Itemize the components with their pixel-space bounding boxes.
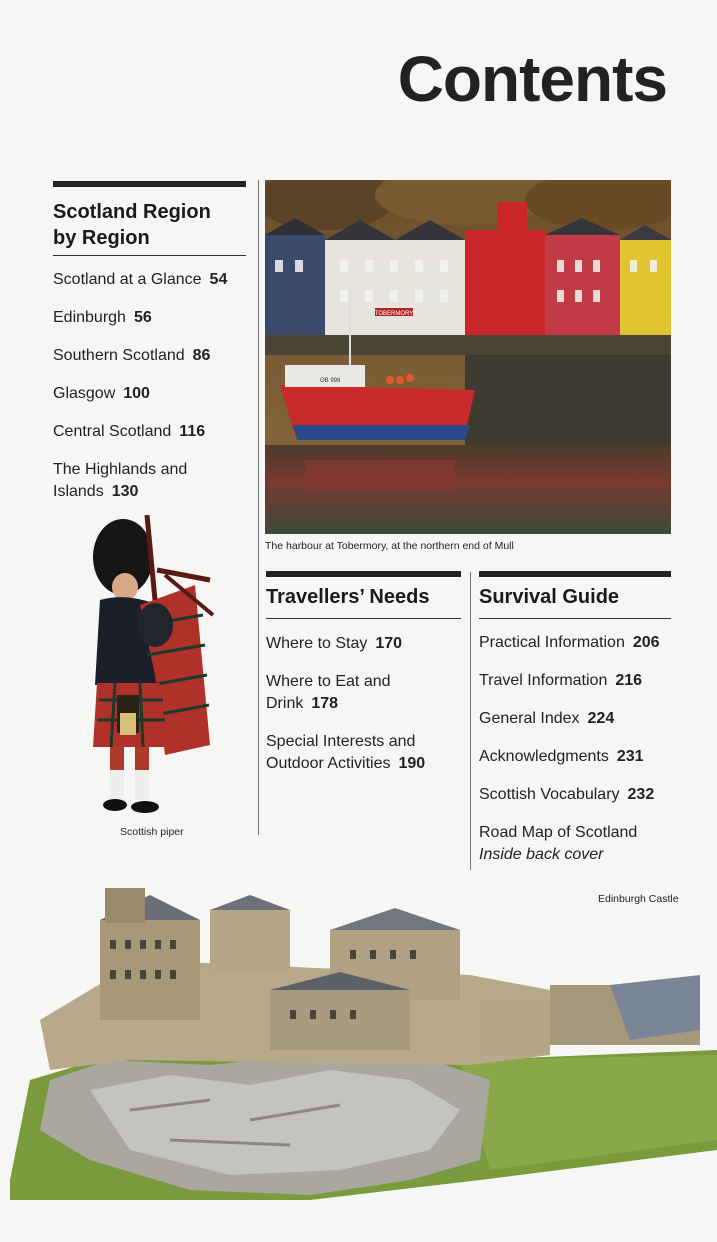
- tobermory-sign: TOBERMORY: [374, 311, 414, 317]
- section-heading-survival: Survival Guide: [479, 586, 620, 608]
- toc-entry-label: General Index: [479, 710, 580, 727]
- toc-entry-label: Acknowledgments: [479, 748, 609, 765]
- toc-entry[interactable]: [479, 632, 660, 654]
- toc-entry-label: Edinburgh: [53, 309, 126, 326]
- toc-entry-label: Travel Information: [479, 672, 608, 689]
- toc-entry-label: Road Map of Scotland: [479, 824, 638, 841]
- toc-entry-label: Scottish Vocabulary: [479, 786, 620, 803]
- section-heading-travellers: Travellers’ Needs: [266, 586, 430, 608]
- toc-entry-page: 231: [616, 748, 644, 765]
- toc-entry-page: 224: [587, 710, 615, 727]
- toc-entry[interactable]: [53, 269, 227, 291]
- toc-entry[interactable]: [479, 784, 654, 806]
- toc-entry-page: 54: [209, 271, 228, 288]
- toc-entry[interactable]: [266, 731, 425, 775]
- toc-entry-label: Southern Scotland: [53, 347, 185, 364]
- toc-entry-label: Special Interests and: [266, 733, 416, 750]
- toc-entry[interactable]: [53, 307, 152, 329]
- toc-entry-page: 232: [627, 786, 655, 803]
- toc-entry[interactable]: [53, 421, 205, 443]
- toc-entry-label: Islands: [53, 483, 104, 500]
- toc-entry-page: 100: [123, 385, 150, 402]
- toc-entry-label: Outdoor Activities: [266, 755, 391, 772]
- toc-entry-page: Inside back cover: [479, 846, 604, 863]
- toc-entry-page: 216: [615, 672, 643, 689]
- toc-entry-page: 190: [398, 755, 426, 772]
- toc-entry-label: Scotland at a Glance: [53, 271, 202, 288]
- toc-entry-label: Glasgow: [53, 385, 116, 402]
- column-divider: [258, 180, 259, 835]
- toc-entry-page: 130: [111, 483, 139, 500]
- toc-entry[interactable]: [479, 708, 614, 730]
- toc-entry-page: 178: [311, 695, 339, 712]
- heading-underline: [266, 618, 461, 619]
- toc-entry-page: 56: [133, 309, 152, 326]
- toc-entry[interactable]: [53, 459, 187, 503]
- column-divider: [470, 572, 471, 870]
- photo-caption: The harbour at Tobermory, at the northern end of Mull: [265, 540, 514, 552]
- toc-entry-page: 206: [632, 634, 660, 651]
- heading-underline: [53, 255, 246, 256]
- piper-illustration: [85, 515, 220, 820]
- toc-entry-label: Practical Information: [479, 634, 625, 651]
- heading-line: Scotland Region: [53, 201, 211, 223]
- toc-entry[interactable]: [53, 345, 210, 367]
- section-rule: [479, 571, 671, 577]
- toc-entry-page: 86: [192, 347, 211, 364]
- section-heading-region: [53, 199, 211, 251]
- castle-caption: Edinburgh Castle: [598, 893, 679, 905]
- section-rule: [266, 571, 461, 577]
- harbour-photo: [265, 180, 671, 534]
- toc-entry[interactable]: [266, 671, 391, 715]
- toc-entry-label: Central Scotland: [53, 423, 172, 440]
- heading-underline: [479, 618, 671, 619]
- castle-illustration: [10, 880, 717, 1200]
- toc-entry-label: The Highlands and: [53, 461, 188, 478]
- toc-entry-label: Where to Eat and: [266, 673, 391, 690]
- toc-entry[interactable]: [53, 383, 150, 405]
- section-rule: [53, 181, 246, 187]
- toc-entry-page: 116: [179, 423, 206, 440]
- piper-caption: Scottish piper: [120, 826, 184, 838]
- toc-entry-page: 170: [375, 635, 403, 652]
- toc-entry[interactable]: [479, 822, 637, 866]
- toc-entry[interactable]: [266, 633, 402, 655]
- toc-entry-label: Drink: [266, 695, 304, 712]
- page-title: Contents: [397, 43, 667, 115]
- toc-entry[interactable]: [479, 670, 642, 692]
- heading-line: by Region: [53, 227, 150, 249]
- boat-registration: OB 998: [320, 378, 341, 384]
- toc-entry-label: Where to Stay: [266, 635, 368, 652]
- toc-entry[interactable]: [479, 746, 644, 768]
